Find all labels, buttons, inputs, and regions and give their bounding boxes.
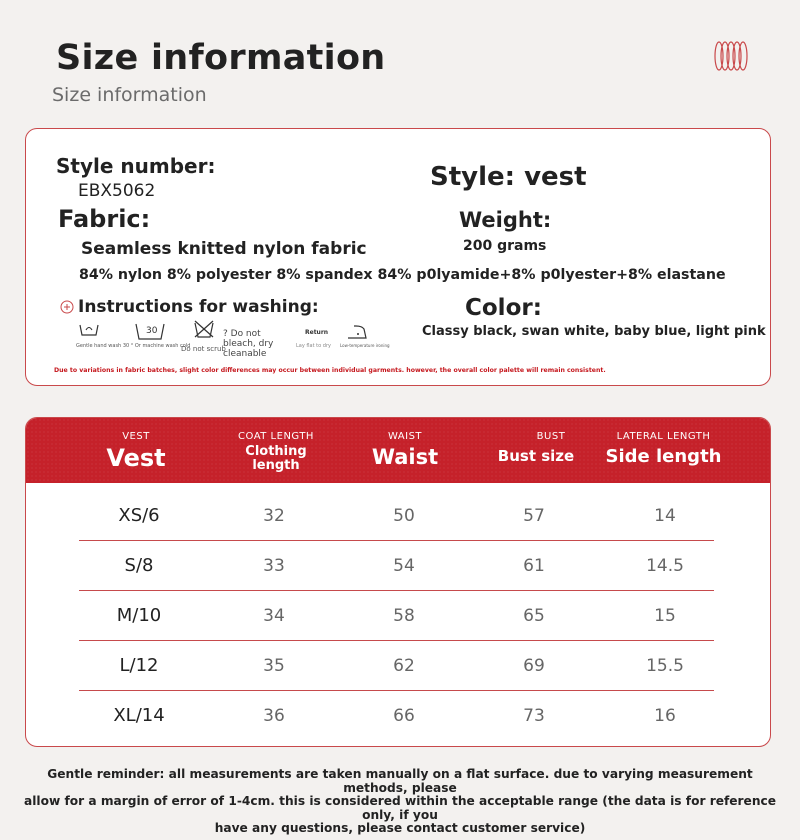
size-cell: M/10 <box>116 605 162 626</box>
waist-cell: 54 <box>393 556 415 576</box>
bust-cell: 61 <box>523 556 545 576</box>
waist-cell: 50 <box>393 506 415 526</box>
coat-length-cell: 32 <box>263 506 285 526</box>
bleach-caption: ? Do not bleach, dry cleanable <box>223 329 274 359</box>
col-coat-length-en: COAT LENGTH <box>238 431 314 442</box>
bust-cell: 65 <box>523 606 545 626</box>
col-coat-length-label: Clothing length <box>245 444 307 473</box>
color-value: Classy black, swan white, baby blue, light pink <box>422 324 766 339</box>
lay-flat-caption: Lay flat to dry <box>296 343 331 349</box>
bust-cell: 57 <box>523 506 545 526</box>
side-length-cell: 15.5 <box>646 656 684 676</box>
reminder-line-3: have any questions, please contact customer service) <box>214 821 586 835</box>
side-length-cell: 16 <box>654 706 676 726</box>
table-row <box>79 641 714 691</box>
coat-length-cell: 34 <box>263 606 285 626</box>
brand-logo-icon <box>713 40 749 72</box>
size-cell: S/8 <box>124 555 154 576</box>
iron-low-icon <box>344 323 370 341</box>
color-label: Color: <box>465 295 542 321</box>
coat-length-cell: 36 <box>263 706 285 726</box>
page-title: Size information <box>56 38 386 78</box>
wash-30-caption: 30 <box>146 326 158 336</box>
size-cell: XL/14 <box>113 705 165 726</box>
washing-icons <box>76 321 398 359</box>
coat-length-cell: 33 <box>263 556 285 576</box>
reminder-line-2: allow for a margin of error of 1-4cm. this is considered within the acceptable range (the data is for reference only, if you <box>24 794 776 822</box>
gentle-reminder <box>20 768 780 836</box>
side-length-cell: 14 <box>654 506 676 526</box>
plus-circle-icon <box>60 300 74 314</box>
col-waist <box>355 431 455 469</box>
size-table-header <box>26 418 771 483</box>
page-subtitle: Size information <box>52 84 207 106</box>
weight-label: Weight: <box>459 208 552 232</box>
col-waist-en: WAIST <box>387 431 423 442</box>
page-header <box>0 0 800 120</box>
bust-cell: 73 <box>523 706 545 726</box>
reminder-line-1: Gentle reminder: all measurements are taken manually on a flat surface. due to varying measurement methods, please <box>47 767 753 795</box>
do-not-bleach-icon <box>193 319 215 339</box>
size-cell: XS/6 <box>118 505 160 526</box>
waist-cell: 58 <box>393 606 415 626</box>
side-length-cell: 14.5 <box>646 556 684 576</box>
col-bust-en: BUST <box>536 431 566 442</box>
composition-text: 84% nylon 8% polyester 8% spandex 84% p0lyamide+8% p0lyester+8% elastane <box>79 267 726 283</box>
style-number-value: EBX5062 <box>78 181 156 201</box>
style-label: Style: vest <box>430 162 587 192</box>
bust-cell: 69 <box>523 656 545 676</box>
col-vest-label: Vest <box>106 444 166 472</box>
fabric-value: Seamless knitted nylon fabric <box>81 239 367 259</box>
col-bust-label: Bust size <box>497 447 575 465</box>
col-coat-length <box>221 431 331 473</box>
col-waist-label: Waist <box>371 445 439 469</box>
product-info-card <box>25 128 771 386</box>
col-vest-en: VEST <box>122 431 150 442</box>
weight-value: 200 grams <box>463 238 547 254</box>
return-caption: Return <box>305 329 329 336</box>
table-row <box>79 591 714 641</box>
col-lateral-length-en: LATERAL LENGTH <box>616 431 711 442</box>
color-variation-note: Due to variations in fabric batches, slight color differences may occur between individual garments. however, the overall color palette will remain consistent. <box>54 367 606 374</box>
washing-label: Instructions for washing: <box>78 297 319 317</box>
side-length-cell: 15 <box>654 606 676 626</box>
iron-caption: Low-temperature ironing <box>340 343 390 348</box>
table-row <box>79 541 714 591</box>
waist-cell: 66 <box>393 706 415 726</box>
table-row <box>79 691 714 741</box>
fabric-label: Fabric: <box>58 205 151 233</box>
col-bust <box>471 431 601 465</box>
waist-cell: 62 <box>393 656 415 676</box>
col-lateral-length <box>596 431 731 467</box>
do-not-scrub-caption: Do not scrub <box>181 345 226 353</box>
hand-wash-icon <box>78 321 100 337</box>
style-number-label: Style number: <box>56 154 216 178</box>
hand-wash-caption: Gentle hand wash 30 ° Or machine wash cold <box>76 343 191 349</box>
size-cell: L/12 <box>119 655 159 676</box>
col-lateral-length-label: Side length <box>605 446 722 467</box>
col-vest <box>86 431 186 472</box>
size-table <box>25 417 771 747</box>
coat-length-cell: 35 <box>263 656 285 676</box>
table-row <box>79 491 714 541</box>
